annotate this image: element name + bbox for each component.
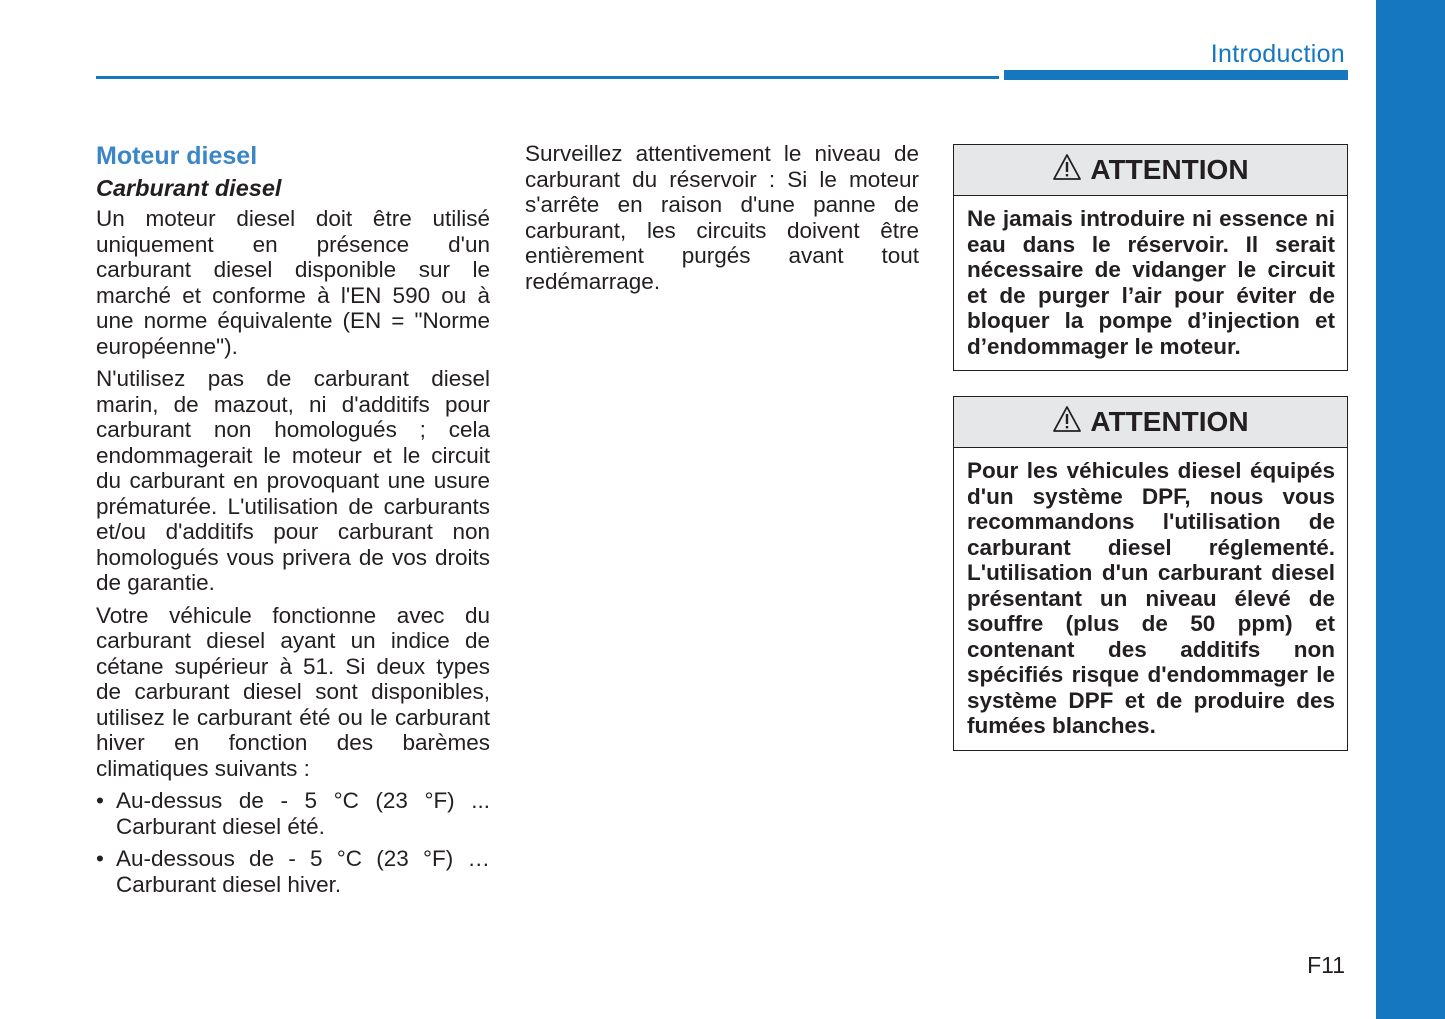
list-item-text: Au-dessus de - 5 °C (23 °F) ... Carburant diesel été. [116,788,490,839]
subsection-title: Carburant diesel [96,175,282,201]
bullet-list [96,788,490,897]
warning-triangle-icon [1052,153,1082,181]
list-item-text: Au-dessous de - 5 °C (23 °F) … Carburant diesel hiver. [116,846,490,897]
middle-column [525,141,919,301]
attention-text: Ne jamais introduire ni essence ni eau dans le réservoir. Il serait nécessaire de vidanger le circuit et de purger l’air pour éviter de bloquer la pompe d’injection et d’endommager le moteur. [967,206,1335,359]
side-color-tab [1376,0,1445,1019]
left-column [96,141,490,904]
attention-label: ATTENTION [1090,154,1249,185]
bullet-icon: • [96,788,104,813]
section-title: Moteur diesel [96,142,258,170]
paragraph: N'utilisez pas de carburant diesel marin, de mazout, ni d'additifs pour carburant non homologués ; cela endommagerait le moteur et le circuit du carburant en provoquant une usure prématurée. L'utilisation de carburants et/ou d'additifs pour carburant non homologués vous privera de vos droits de garantie. [96,366,490,595]
paragraph: Votre véhicule fonctionne avec du carburant diesel ayant un indice de cétane supérieur à 51. Si deux types de carburant diesel sont disponibles, utilisez le carburant été ou le carburant hiver en fonction des barèmes climatiques suivants : [96,602,490,781]
list-item [96,788,490,839]
attention-label: ATTENTION [1090,406,1249,437]
attention-box [953,396,1348,751]
header-rule-accent [1004,70,1348,80]
paragraph: Surveillez attentivement le niveau de carburant du réservoir : Si le moteur s'arrête en raison d'une panne de carburant, les circuits doivent être entièrement purgés avant tout redémarrage. [525,141,919,294]
attention-header [954,397,1347,448]
attention-header [954,145,1347,196]
list-item [96,846,490,897]
section-header-title: Introduction [1210,40,1345,68]
header-rule [96,76,999,79]
attention-text: Pour les véhicules diesel équipés d'un système DPF, nous vous recommandons l'utilisation de carburant diesel réglementé. L'utilisation d'un carburant diesel présentant un niveau élevé de souffre (plus de 50 ppm) et contenant des additifs non spécifiés risque d'endommager le système DPF et de produire des fumées blanches. [967,458,1335,738]
paragraph: Un moteur diesel doit être utilisé uniquement en présence d'un carburant diesel disponible sur le marché et conforme à l'EN 590 ou à une norme équivalente (EN = "Norme européenne"). [96,206,490,359]
attention-box [953,144,1348,371]
bullet-icon: • [96,846,104,871]
page-number: F11 [1307,952,1345,978]
warning-triangle-icon [1052,405,1082,433]
